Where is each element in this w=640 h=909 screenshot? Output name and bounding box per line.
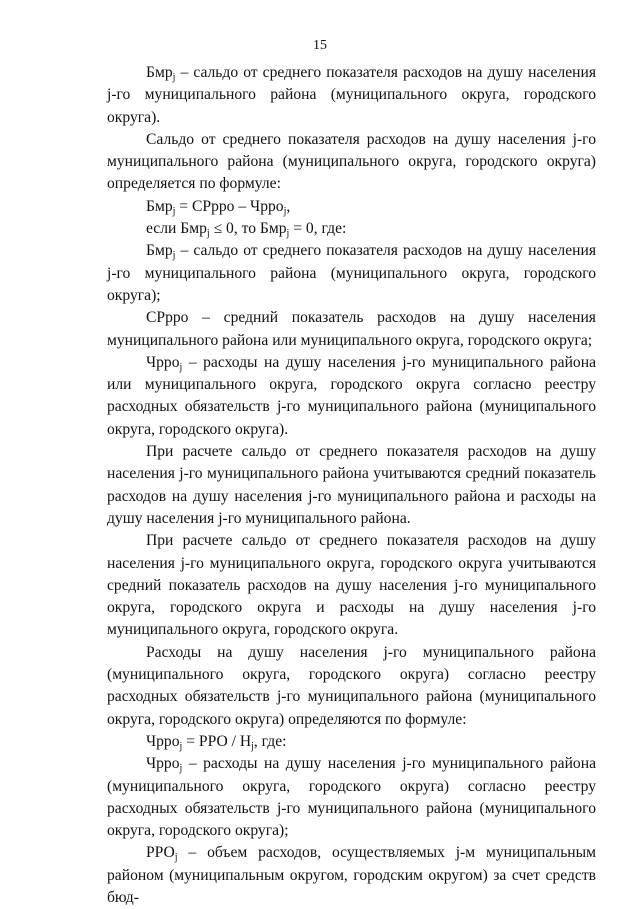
subscript: j xyxy=(179,361,183,373)
formula-part: , xyxy=(286,197,291,215)
subscript: j xyxy=(206,228,210,240)
subscript: j xyxy=(286,228,290,240)
paragraph-rro-definition xyxy=(107,842,596,909)
definition-text: – сальдо от среднего показателя расходов на душу населения j-го муниципального района (муниципального округа, городского округа); xyxy=(107,242,596,304)
term: Чрро xyxy=(146,353,180,371)
paragraph-chrro-definition xyxy=(107,352,596,441)
definition-text: – расходы на душу населения j-го муниципального района (муниципального округа, городского округа) согласно реестру расходных обязательств j-го муниципального района (муниципального округа, городского округа); xyxy=(107,755,596,840)
term: Бмр xyxy=(146,242,173,260)
definition-text: – расходы на душу населения j-го муниципального района или муниципального округа, городского округа согласно реестру расходных обязательств j-го муниципального района (муниципального округа, городского округа). xyxy=(107,353,596,438)
formula-condition xyxy=(107,218,596,240)
formula-part: , где: xyxy=(253,732,287,750)
paragraph-okrug-calculation: При расчете сальдо от среднего показателя расходов на душу населения j-го муниципального округа, городского округа учитываются средний показатель расходов на душу населения j-го муниципального округа, городского округа и расходы на душу населения j-го муниципального округа, городского округа. xyxy=(107,532,596,639)
term: Бмр xyxy=(146,64,173,81)
formula-part: = РРО / Н xyxy=(182,732,252,750)
formula-part: Чрро xyxy=(146,732,180,750)
subscript: j xyxy=(172,72,176,83)
document-body xyxy=(107,62,596,909)
definition-text: – объем расходов, осуществляемых j-м муниципальным районом (муниципальным округом, городским округом) за счет средств бюд- xyxy=(107,844,596,906)
subscript: j xyxy=(251,740,254,752)
formula-chrro xyxy=(107,731,596,753)
subscript: j xyxy=(172,205,176,217)
subscript: j xyxy=(283,205,287,217)
term: Чрро xyxy=(146,755,180,773)
formula-part: если Бмр xyxy=(146,220,207,238)
subscript: j xyxy=(172,250,176,262)
term: РРО xyxy=(146,844,175,862)
subscript: j xyxy=(179,740,183,752)
paragraph-chrro-where xyxy=(107,753,596,842)
formula-bmr xyxy=(107,196,596,218)
paragraph-srrro-definition: СРрро – средний показатель расходов на душу населения муниципального района или муниципального округа, городского округа; xyxy=(107,309,596,349)
formula-part: Бмр xyxy=(146,197,173,215)
page-number: 15 xyxy=(313,38,327,53)
formula-part: ≤ 0, то Бмр xyxy=(209,220,287,238)
paragraph-expense-formula-intro: Расходы на душу населения j-го муниципального района (муниципального округа, городского округа) согласно реестру расходных обязательств j-го муниципального района (муниципального округа, городского округа) определяются по формуле: xyxy=(107,643,596,728)
formula-part: = СРрро – Чрро xyxy=(175,197,284,215)
subscript: j xyxy=(179,763,183,775)
subscript: j xyxy=(174,852,178,864)
paragraph-formula-intro: Сальдо от среднего показателя расходов на душу населения j-го муниципального района (муниципального округа, городского округа) определяется по формуле: xyxy=(107,130,596,193)
formula-part: = 0, где: xyxy=(289,220,347,238)
paragraph-bmr-where xyxy=(107,240,596,307)
definition-text: – сальдо от среднего показателя расходов на душу населения j-го муниципального района (муниципального округа, городского округа). xyxy=(107,64,596,126)
paragraph-bmr-definition xyxy=(107,62,596,129)
paragraph-district-calculation: При расчете сальдо от среднего показателя расходов на душу населения j-го муниципального района учитываются средний показатель расходов на душу населения j-го муниципального района и расходы на душу населения j-го муниципального района. xyxy=(107,443,596,527)
